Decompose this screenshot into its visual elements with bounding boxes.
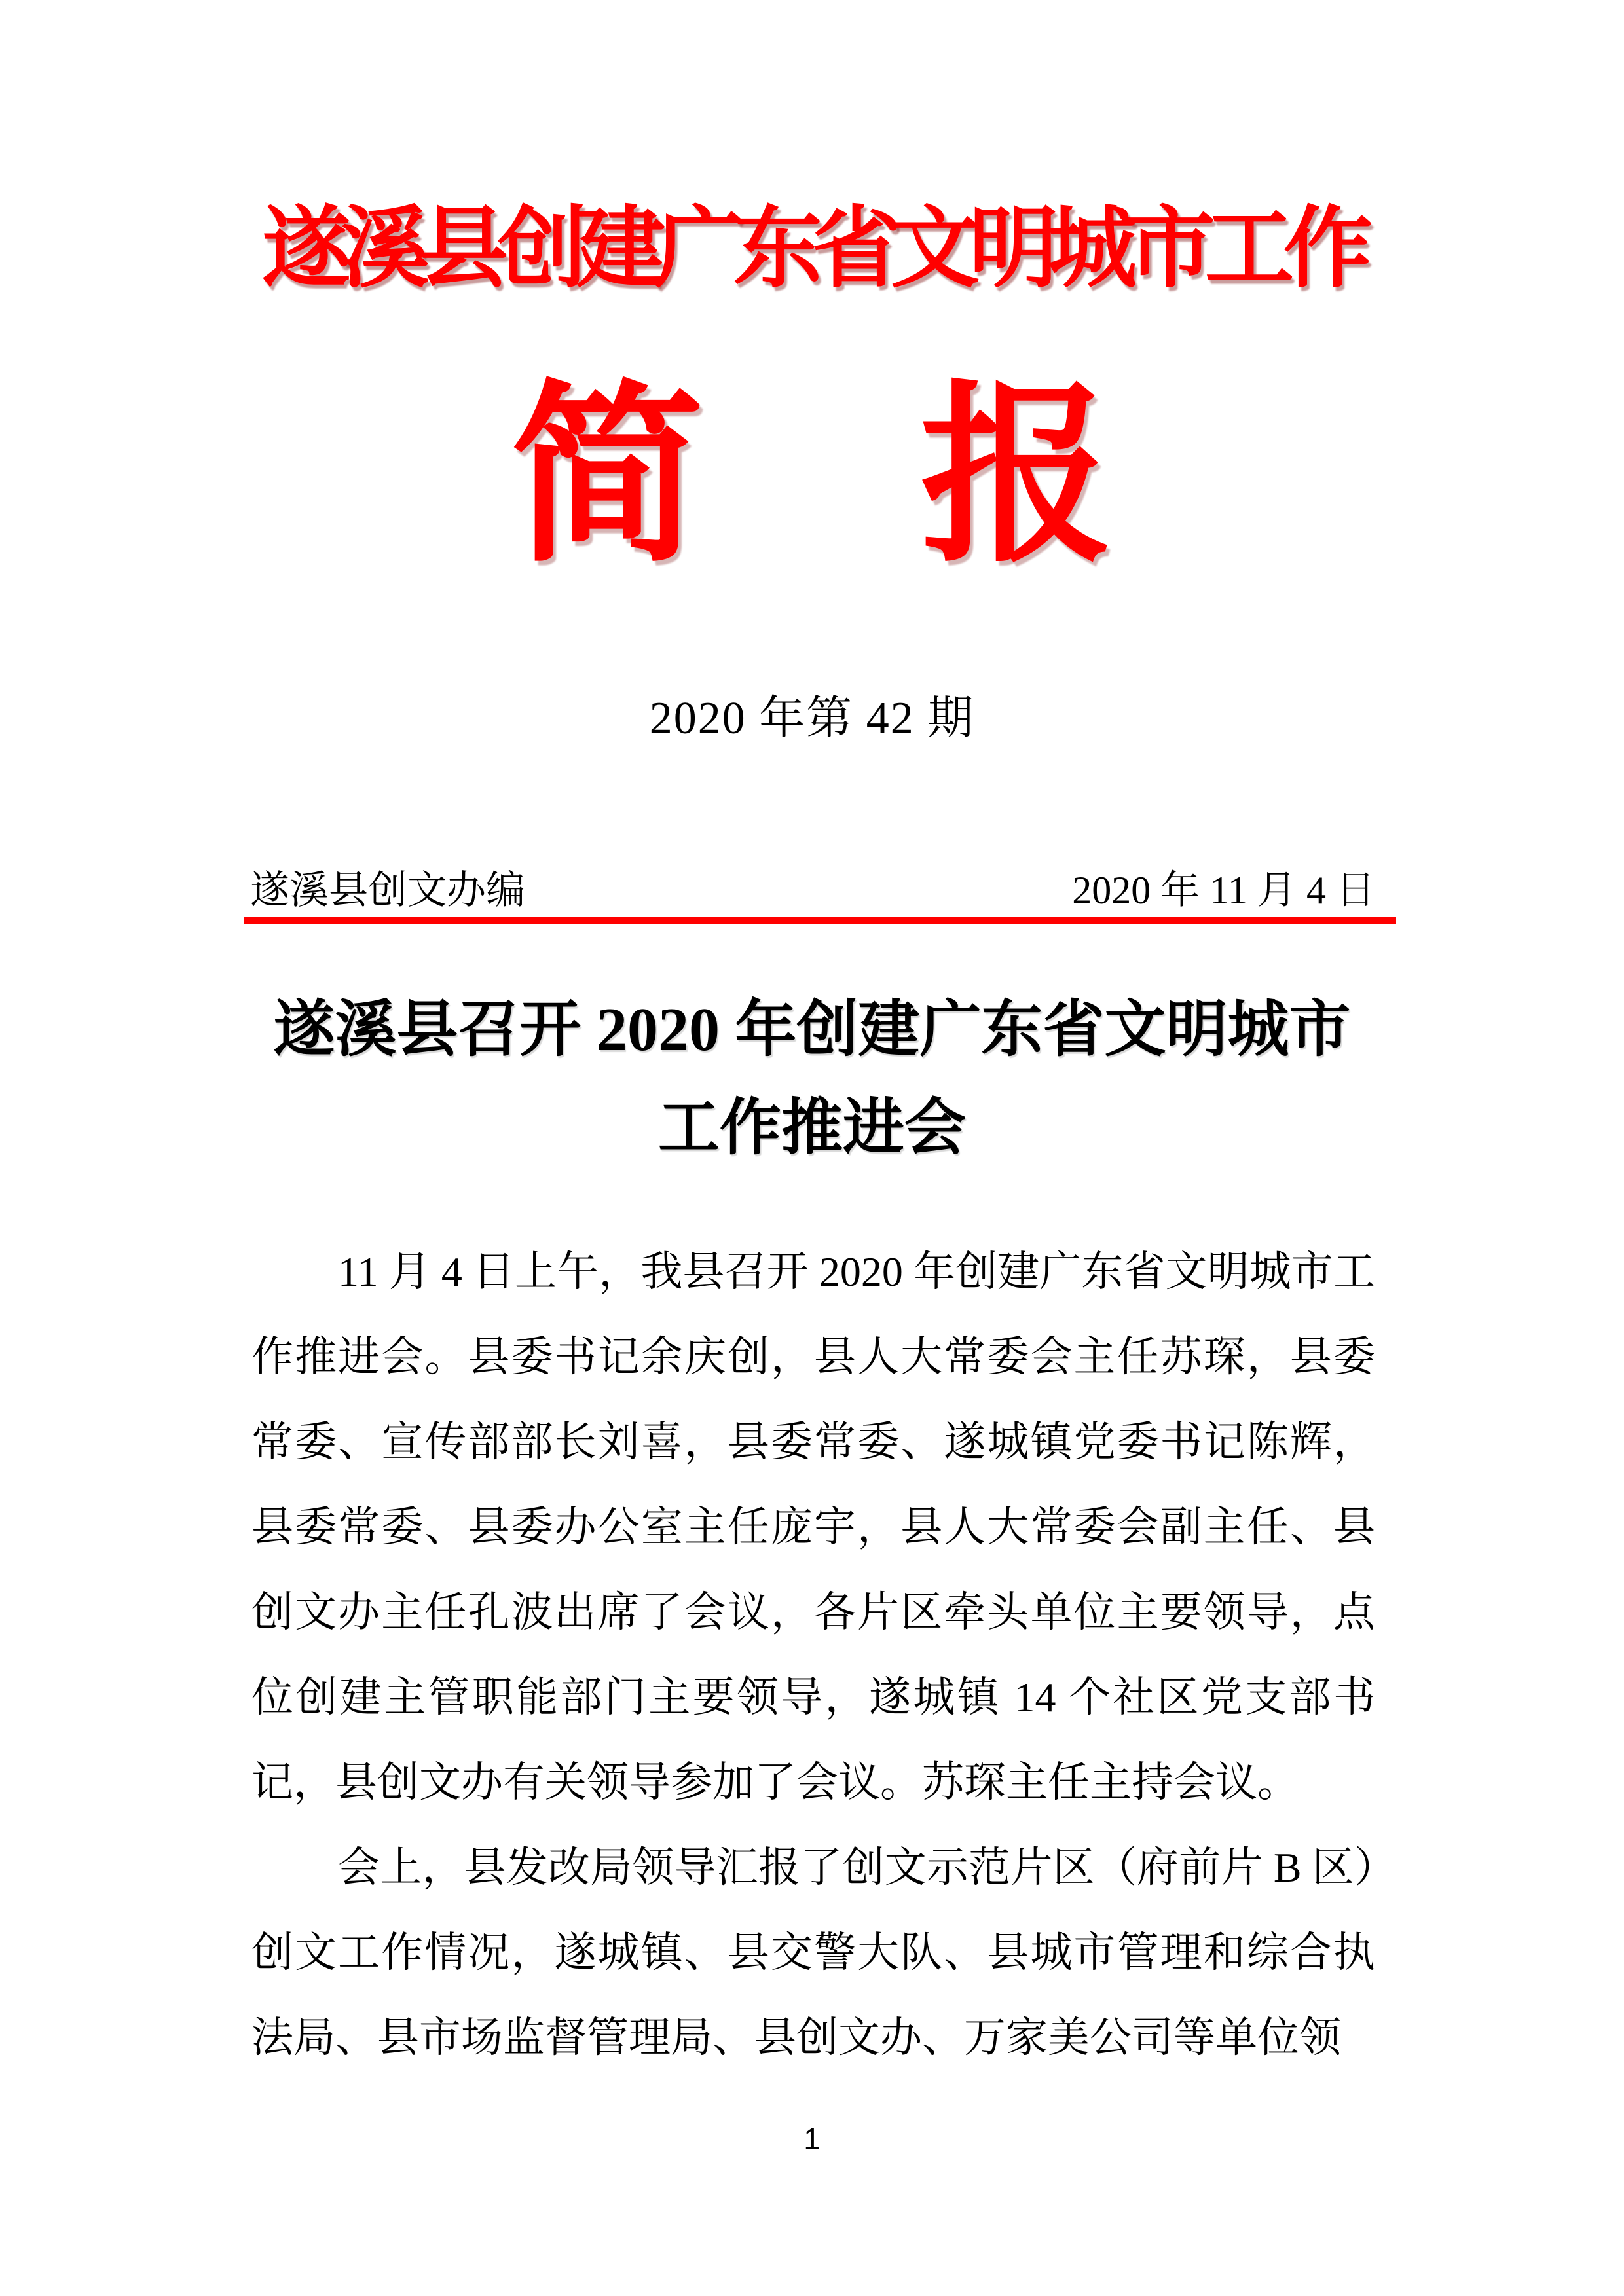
masthead-title-char-1: 简	[511, 371, 704, 585]
body-paragraph-2: 会上，县发改局领导汇报了创文示范片区（府前片 B 区）创文工作情况，遂城镇、县交警大队、县城市管理和综合执法局、县市场监督管理局、县创文办、万家美公司等单位领	[251, 1844, 1375, 2061]
masthead-title-char-2: 报	[920, 371, 1113, 585]
body-paragraph-1: 11 月 4 日上午，我县召开 2020 年创建广东省文明城市工作推进会。县委书记余庆创，县人大常委会主任苏琛，县委常委、宣传部部长刘喜，县委常委、遂城镇党委书记陈辉，县委常委、县委办公室主任庞宇，县人大常委会副主任、县创文办主任孔波出席了会议，各片区牵头单位主要领导，点位创建主管职能部门主要领导，遂城镇 14 个社区党支部书记，县创文办有关领导参加了会议。苏琛主任主持会议。	[251, 1248, 1375, 1806]
masthead-supertitle: 遂溪县创建广东省文明城市工作	[262, 200, 1362, 299]
red-divider-rule	[244, 917, 1396, 924]
editor-label: 遂溪县创文办编	[250, 869, 525, 912]
page-number: 1	[803, 2122, 821, 2156]
date-label: 2020 年 11 月 4 日	[1072, 869, 1375, 912]
article-title	[0, 981, 1624, 1177]
meta-row	[250, 859, 1375, 915]
issue-number: 2020 年第 42 期	[649, 693, 975, 744]
article-title-line-2: 工作推进会	[657, 1094, 966, 1162]
masthead-title	[0, 372, 1624, 585]
article-title-line-1: 遂溪县召开 2020 年创建广东省文明城市	[273, 996, 1351, 1064]
article-body	[251, 1230, 1375, 2081]
